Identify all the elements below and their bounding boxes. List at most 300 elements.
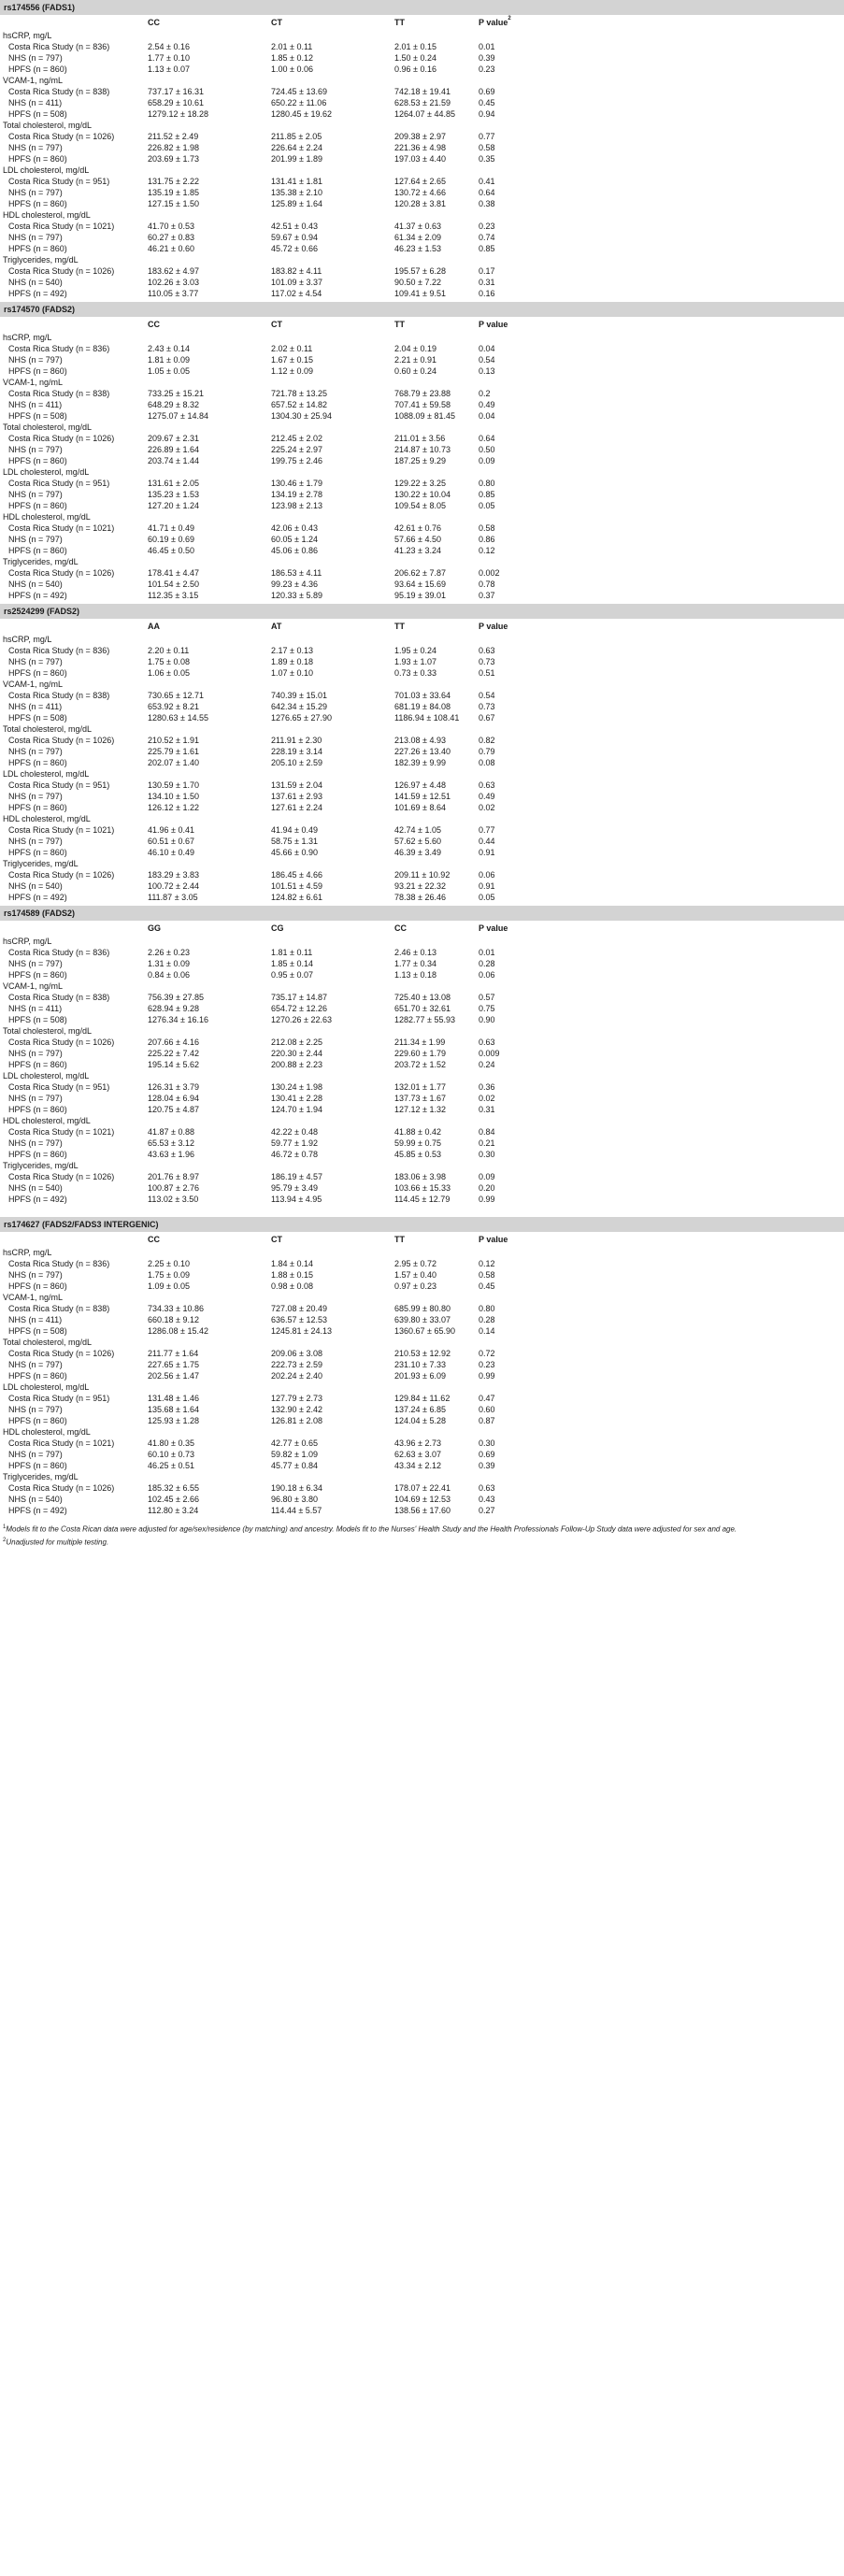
study-label: Costa Rica Study (n = 838) [8,1304,110,1313]
study-label: Costa Rica Study (n = 1021) [8,222,115,231]
mean-se-cell: 131.61 ± 2.05 [148,479,199,488]
genotype-header: TT [394,622,405,631]
study-label: NHS (n = 797) [8,490,63,499]
table-row [0,892,844,903]
table-row [0,667,844,679]
mean-se-cell: 654.72 ± 12.26 [271,1004,327,1013]
mean-se-cell: 225.22 ± 7.42 [148,1049,199,1058]
mean-se-cell: 45.77 ± 0.84 [271,1461,318,1470]
study-label: HPFS (n = 508) [8,411,67,421]
mean-se-cell: 134.19 ± 2.78 [271,490,322,499]
table-row [0,958,844,969]
mean-se-cell: 46.72 ± 0.78 [271,1150,318,1159]
mean-se-cell: 90.50 ± 7.22 [394,278,441,287]
measure-label: Triglycerides, mg/dL [3,859,79,868]
mean-se-cell: 0.73 ± 0.33 [394,668,436,678]
mean-se-cell: 642.34 ± 15.29 [271,702,327,711]
mean-se-cell: 186.53 ± 4.11 [271,568,322,578]
table-row [0,836,844,847]
p-value-cell: 0.23 [479,1360,495,1369]
measure-label: Total cholesterol, mg/dL [3,1338,93,1347]
study-label: Costa Rica Study (n = 836) [8,344,110,353]
mean-se-cell: 225.24 ± 2.97 [271,445,322,454]
measure-label: HDL cholesterol, mg/dL [3,814,91,823]
table-row [0,52,844,64]
mean-se-cell: 0.96 ± 0.16 [394,64,436,74]
p-value-cell: 0.77 [479,132,495,141]
mean-se-cell: 41.70 ± 0.53 [148,222,194,231]
mean-se-cell: 126.31 ± 3.79 [148,1082,199,1092]
mean-se-cell: 707.41 ± 59.58 [394,400,451,409]
table-row [0,1460,844,1471]
table-row [0,1505,844,1516]
mean-se-cell: 57.66 ± 4.50 [394,535,441,544]
mean-se-cell: 95.79 ± 3.49 [271,1183,318,1193]
mean-se-cell: 46.23 ± 1.53 [394,244,441,253]
p-value-cell: 0.08 [479,758,495,767]
study-label: NHS (n = 540) [8,881,63,891]
study-label: NHS (n = 411) [8,1315,63,1324]
mean-se-cell: 60.10 ± 0.73 [148,1450,194,1459]
measure-label-row [0,165,844,176]
study-label: HPFS (n = 508) [8,109,67,119]
mean-se-cell: 210.52 ± 1.91 [148,736,199,745]
p-value-cell: 0.63 [479,1038,495,1047]
mean-se-cell: 46.21 ± 0.60 [148,244,194,253]
table-row [0,1438,844,1449]
p-value-cell: 0.99 [479,1195,495,1204]
mean-se-cell: 41.37 ± 0.63 [394,222,441,231]
p-value-cell: 0.2 [479,389,491,398]
column-header-row [0,921,844,936]
table-row [0,1269,844,1281]
table-row [0,1449,844,1460]
table-row [0,1149,844,1160]
mean-se-cell: 1.89 ± 0.18 [271,657,313,666]
mean-se-cell: 132.90 ± 2.42 [271,1405,322,1414]
mean-se-cell: 109.41 ± 9.51 [394,289,446,298]
mean-se-cell: 127.64 ± 2.65 [394,177,446,186]
table-row [0,1314,844,1325]
p-value-cell: 0.05 [479,501,495,510]
study-label: HPFS (n = 860) [8,366,67,376]
mean-se-cell: 207.66 ± 4.16 [148,1038,199,1047]
mean-se-cell: 178.07 ± 22.41 [394,1483,451,1493]
mean-se-cell: 137.73 ± 1.67 [394,1094,446,1103]
mean-se-cell: 211.77 ± 1.64 [148,1349,199,1358]
genotype-header: CT [271,18,282,27]
mean-se-cell: 2.02 ± 0.11 [271,344,313,353]
p-value-cell: 0.54 [479,691,495,700]
p-value-cell: 0.02 [479,1094,495,1103]
study-label: Costa Rica Study (n = 836) [8,948,110,957]
table-row [0,399,844,410]
study-label: NHS (n = 797) [8,792,63,801]
study-label: NHS (n = 411) [8,400,63,409]
table-row [0,277,844,288]
p-value-cell: 0.24 [479,1060,495,1069]
mean-se-cell: 130.59 ± 1.70 [148,780,199,790]
study-label: HPFS (n = 860) [8,64,67,74]
mean-se-cell: 135.68 ± 1.64 [148,1405,199,1414]
measure-label-row [0,209,844,221]
table-row [0,142,844,153]
mean-se-cell: 2.20 ± 0.11 [148,646,190,655]
footnote-2: $^2$Unadjusted for multiple testing. [3,1537,109,1547]
table-row [0,1482,844,1494]
mean-se-cell: 1.77 ± 0.34 [394,959,436,968]
p-value-cell: 0.90 [479,1015,495,1024]
p-value-cell: 0.74 [479,233,495,242]
measure-label: Triglycerides, mg/dL [3,255,79,265]
study-label: NHS (n = 797) [8,657,63,666]
study-label: NHS (n = 797) [8,959,63,968]
table-row [0,534,844,545]
p-value-cell: 0.009 [479,1049,500,1058]
mean-se-cell: 721.78 ± 13.25 [271,389,327,398]
mean-se-cell: 109.54 ± 8.05 [394,501,446,510]
mean-se-cell: 211.52 ± 2.49 [148,132,199,141]
table-row [0,1494,844,1505]
study-label: Costa Rica Study (n = 1021) [8,1127,115,1137]
study-label: HPFS (n = 860) [8,501,67,510]
mean-se-cell: 685.99 ± 80.80 [394,1304,451,1313]
table-row [0,221,844,232]
mean-se-cell: 221.36 ± 4.98 [394,143,446,152]
mean-se-cell: 205.10 ± 2.59 [271,758,322,767]
table-row [0,243,844,254]
measure-label-row [0,1381,844,1393]
measure-label: LDL cholesterol, mg/dL [3,769,90,779]
mean-se-cell: 187.25 ± 9.29 [394,456,446,465]
mean-se-cell: 225.79 ± 1.61 [148,747,199,756]
table-row [0,1003,844,1014]
mean-se-cell: 1.85 ± 0.12 [271,53,313,63]
mean-se-cell: 190.18 ± 6.34 [271,1483,322,1493]
measure-label: LDL cholesterol, mg/dL [3,165,90,175]
measure-label-row [0,723,844,735]
table-row [0,690,844,701]
p-value-cell: 0.85 [479,244,495,253]
mean-se-cell: 110.05 ± 3.77 [148,289,199,298]
p-value-cell: 0.67 [479,713,495,723]
mean-se-cell: 756.39 ± 27.85 [148,993,204,1002]
p-value-label: P value [479,1235,508,1244]
mean-se-cell: 101.54 ± 2.50 [148,580,199,589]
mean-se-cell: 1.06 ± 0.05 [148,668,190,678]
table-row [0,947,844,958]
mean-se-cell: 202.07 ± 1.40 [148,758,199,767]
study-label: NHS (n = 540) [8,278,63,287]
measure-label-row [0,768,844,780]
mean-se-cell: 103.66 ± 15.33 [394,1183,451,1193]
mean-se-cell: 114.45 ± 12.79 [394,1195,451,1204]
measure-label: Triglycerides, mg/dL [3,1472,79,1481]
mean-se-cell: 127.61 ± 2.24 [271,803,322,812]
mean-se-cell: 2.17 ± 0.13 [271,646,313,655]
column-header-row [0,15,844,30]
study-label: HPFS (n = 860) [8,1281,67,1291]
mean-se-cell: 725.40 ± 13.08 [394,993,451,1002]
p-value-cell: 0.73 [479,702,495,711]
table-row [0,1194,844,1205]
mean-se-cell: 93.64 ± 15.69 [394,580,446,589]
measure-label-row [0,813,844,824]
p-value-cell: 0.60 [479,1405,495,1414]
mean-se-cell: 0.98 ± 0.08 [271,1281,313,1291]
table-row [0,108,844,120]
study-label: Costa Rica Study (n = 1026) [8,568,115,578]
measure-label: hsCRP, mg/L [3,333,52,342]
table-row [0,869,844,880]
study-label: NHS (n = 797) [8,1138,63,1148]
p-value-label: P value [479,320,508,329]
column-header-row [0,619,844,634]
measure-label: VCAM-1, ng/mL [3,981,64,991]
mean-se-cell: 101.51 ± 4.59 [271,881,322,891]
table-row [0,1138,844,1149]
mean-se-cell: 183.29 ± 3.83 [148,870,199,880]
mean-se-cell: 130.22 ± 10.04 [394,490,451,499]
genotype-header: AT [271,622,282,631]
mean-se-cell: 112.80 ± 3.24 [148,1506,199,1515]
study-label: Costa Rica Study (n = 1026) [8,434,115,443]
table-row [0,847,844,858]
study-label: HPFS (n = 860) [8,199,67,208]
mean-se-cell: 45.66 ± 0.90 [271,848,318,857]
mean-se-cell: 226.64 ± 2.24 [271,143,322,152]
table-row [0,1325,844,1337]
mean-se-cell: 2.25 ± 0.10 [148,1259,190,1268]
mean-se-cell: 0.84 ± 0.06 [148,970,190,980]
measure-label: LDL cholesterol, mg/dL [3,1382,90,1392]
mean-se-cell: 648.29 ± 8.32 [148,400,199,409]
p-value-header [479,1232,508,1247]
table-row [0,265,844,277]
measure-label: HDL cholesterol, mg/dL [3,1427,91,1437]
mean-se-cell: 1.07 ± 0.10 [271,668,313,678]
measure-label: hsCRP, mg/L [3,635,52,644]
mean-se-cell: 129.22 ± 3.25 [394,479,446,488]
table-row [0,1048,844,1059]
mean-se-cell: 1.09 ± 0.05 [148,1281,190,1291]
measure-label-row [0,377,844,388]
mean-se-cell: 130.72 ± 4.66 [394,188,446,197]
mean-se-cell: 124.82 ± 6.61 [271,893,322,902]
measure-label-row [0,254,844,265]
mean-se-cell: 102.45 ± 2.66 [148,1495,199,1504]
study-label: HPFS (n = 860) [8,668,67,678]
column-header-row [0,317,844,332]
p-value-cell: 0.82 [479,736,495,745]
mean-se-cell: 41.23 ± 3.24 [394,546,441,555]
p-value-cell: 0.91 [479,848,495,857]
measure-label: VCAM-1, ng/mL [3,1293,64,1302]
mean-se-cell: 1.50 ± 0.24 [394,53,436,63]
study-label: HPFS (n = 492) [8,289,67,298]
p-value-cell: 0.79 [479,747,495,756]
mean-se-cell: 141.59 ± 12.51 [394,792,451,801]
p-value-cell: 0.39 [479,1461,495,1470]
table-row [0,880,844,892]
measure-label: hsCRP, mg/L [3,31,52,40]
measure-label: hsCRP, mg/L [3,937,52,946]
p-value-cell: 0.01 [479,948,495,957]
mean-se-cell: 724.45 ± 13.69 [271,87,327,96]
table-row [0,969,844,980]
mean-se-cell: 1.31 ± 0.09 [148,959,190,968]
mean-se-cell: 117.02 ± 4.54 [271,289,322,298]
p-value-cell: 0.31 [479,1105,495,1114]
mean-se-cell: 1.67 ± 0.15 [271,355,313,365]
p-value-cell: 0.17 [479,266,495,276]
p-value-header [479,921,508,936]
table-row [0,645,844,656]
table-row [0,780,844,791]
mean-se-cell: 130.24 ± 1.98 [271,1082,322,1092]
mean-se-cell: 213.08 ± 4.93 [394,736,446,745]
genotype-header: TT [394,1235,405,1244]
mean-se-cell: 127.20 ± 1.24 [148,501,199,510]
mean-se-cell: 1.93 ± 1.07 [394,657,436,666]
measure-label: Total cholesterol, mg/dL [3,121,93,130]
study-label: NHS (n = 797) [8,1450,63,1459]
p-value-cell: 0.64 [479,188,495,197]
table-row [0,1126,844,1138]
mean-se-cell: 43.34 ± 2.12 [394,1461,441,1470]
mean-se-cell: 135.19 ± 1.85 [148,188,199,197]
study-label: NHS (n = 411) [8,98,63,107]
measure-label: LDL cholesterol, mg/dL [3,1071,90,1080]
mean-se-cell: 100.87 ± 2.76 [148,1183,199,1193]
table-row [0,712,844,723]
measure-label-row [0,858,844,869]
measure-label: hsCRP, mg/L [3,1248,52,1257]
measure-label-row [0,30,844,41]
table-row [0,1258,844,1269]
mean-se-cell: 740.39 ± 15.01 [271,691,327,700]
p-value-header [479,15,511,30]
mean-se-cell: 60.51 ± 0.67 [148,837,194,846]
mean-se-cell: 227.26 ± 13.40 [394,747,451,756]
mean-se-cell: 734.33 ± 10.86 [148,1304,204,1313]
table-row [0,1059,844,1070]
mean-se-cell: 45.72 ± 0.66 [271,244,318,253]
mean-se-cell: 636.57 ± 12.53 [271,1315,327,1324]
mean-se-cell: 42.06 ± 0.43 [271,523,318,533]
mean-se-cell: 735.17 ± 14.87 [271,993,327,1002]
study-label: HPFS (n = 492) [8,591,67,600]
p-value-cell: 0.47 [479,1394,495,1403]
mean-se-cell: 1275.07 ± 14.84 [148,411,208,421]
mean-se-cell: 186.45 ± 4.66 [271,870,322,880]
mean-se-cell: 203.72 ± 1.52 [394,1060,446,1069]
table-row [0,1393,844,1404]
mean-se-cell: 113.02 ± 3.50 [148,1195,199,1204]
mean-se-cell: 2.46 ± 0.13 [394,948,436,957]
study-label: Costa Rica Study (n = 1026) [8,870,115,880]
p-value-cell: 0.63 [479,780,495,790]
mean-se-cell: 42.77 ± 0.65 [271,1438,318,1448]
study-label: HPFS (n = 860) [8,546,67,555]
study-label: NHS (n = 797) [8,233,63,242]
p-value-cell: 0.36 [479,1082,495,1092]
genotype-header: CT [271,1235,282,1244]
mean-se-cell: 135.38 ± 2.10 [271,188,322,197]
mean-se-cell: 209.11 ± 10.92 [394,870,451,880]
study-label: HPFS (n = 860) [8,456,67,465]
study-label: HPFS (n = 508) [8,1015,67,1024]
table-row [0,500,844,511]
table-row [0,187,844,198]
p-value-cell: 0.002 [479,568,500,578]
measure-label-row [0,466,844,478]
study-label: NHS (n = 797) [8,1049,63,1058]
measure-label: VCAM-1, ng/mL [3,378,64,387]
snp-header: rs174556 (FADS1) [0,0,844,15]
snp-header: rs174627 (FADS2/FADS3 INTERGENIC) [0,1217,844,1232]
genotype-header: CG [271,923,284,933]
mean-se-cell: 130.46 ± 1.79 [271,479,322,488]
mean-se-cell: 125.93 ± 1.28 [148,1416,199,1425]
study-label: HPFS (n = 860) [8,1150,67,1159]
p-value-cell: 0.80 [479,1304,495,1313]
study-label: NHS (n = 797) [8,188,63,197]
mean-se-cell: 206.62 ± 7.87 [394,568,446,578]
mean-se-cell: 639.80 ± 33.07 [394,1315,451,1324]
p-value-cell: 0.35 [479,154,495,164]
table-row [0,1014,844,1025]
measure-label: VCAM-1, ng/mL [3,76,64,85]
mean-se-cell: 127.12 ± 1.32 [394,1105,446,1114]
measure-label-row [0,1160,844,1171]
mean-se-cell: 2.21 ± 0.91 [394,355,436,365]
mean-se-cell: 1186.94 ± 108.41 [394,713,460,723]
mean-se-cell: 1276.34 ± 16.16 [148,1015,208,1024]
mean-se-cell: 46.25 ± 0.51 [148,1461,194,1470]
mean-se-cell: 1280.63 ± 14.55 [148,713,208,723]
mean-se-cell: 137.24 ± 6.85 [394,1405,446,1414]
p-value-cell: 0.31 [479,278,495,287]
p-value-cell: 0.28 [479,1315,495,1324]
p-value-cell: 0.99 [479,1371,495,1381]
study-label: HPFS (n = 860) [8,758,67,767]
study-label: Costa Rica Study (n = 836) [8,42,110,51]
mean-se-cell: 201.99 ± 1.89 [271,154,322,164]
mean-se-cell: 628.53 ± 21.59 [394,98,451,107]
p-value-cell: 0.16 [479,289,495,298]
p-value-cell: 0.09 [479,1172,495,1181]
p-value-cell: 0.09 [479,456,495,465]
mean-se-cell: 41.80 ± 0.35 [148,1438,194,1448]
mean-se-cell: 183.82 ± 4.11 [271,266,322,276]
table-row [0,746,844,757]
mean-se-cell: 737.17 ± 16.31 [148,87,204,96]
mean-se-cell: 58.75 ± 1.31 [271,837,318,846]
p-value-cell: 0.69 [479,1450,495,1459]
mean-se-cell: 59.99 ± 0.75 [394,1138,441,1148]
p-value-header [479,317,508,332]
mean-se-cell: 59.82 ± 1.09 [271,1450,318,1459]
study-label: HPFS (n = 860) [8,970,67,980]
mean-se-cell: 120.75 ± 4.87 [148,1105,199,1114]
study-label: Costa Rica Study (n = 951) [8,177,110,186]
study-label: Costa Rica Study (n = 1026) [8,1172,115,1181]
mean-se-cell: 78.38 ± 26.46 [394,893,446,902]
mean-se-cell: 1088.09 ± 81.45 [394,411,455,421]
mean-se-cell: 212.45 ± 2.02 [271,434,322,443]
measure-label-row [0,1025,844,1037]
